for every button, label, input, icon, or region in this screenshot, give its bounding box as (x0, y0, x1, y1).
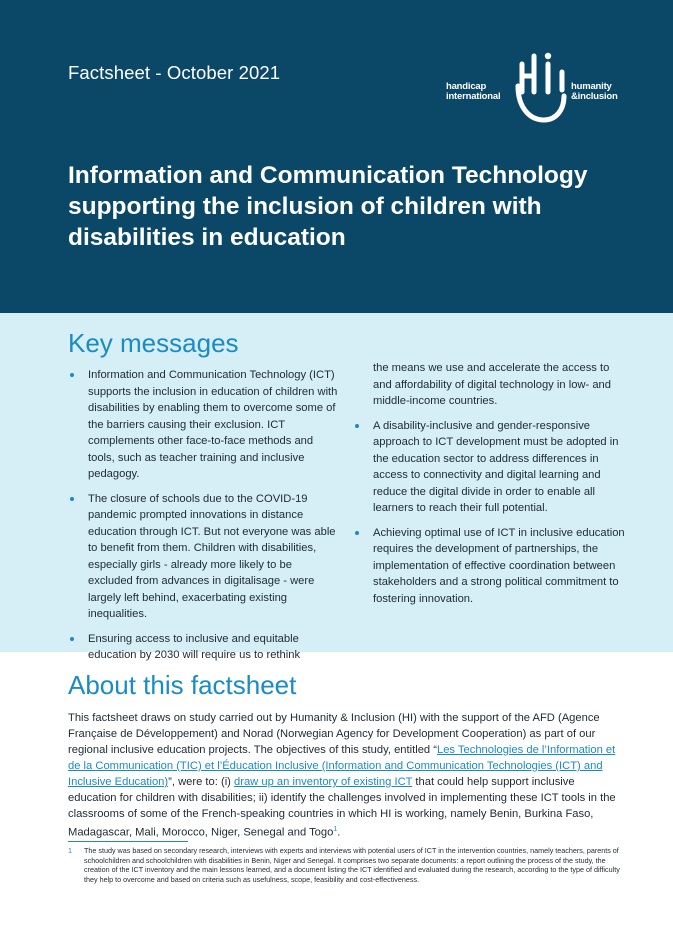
about-heading: About this factsheet (68, 670, 297, 700)
hand-hi-icon (514, 50, 570, 124)
list-item: The closure of schools due to the COVID-19 pandemic prompted innovations in distance education through ICT. But not everyone was able to benefit from them. Children with disabilities, especially girls - already more likely to be excluded from advances in digitalisage - were largely left behind, exacerbating existing inequalities. (88, 491, 338, 623)
bullet-icon (70, 637, 74, 641)
key-messages-left-column (88, 367, 338, 672)
list-item: Information and Communication Technology (ICT) supports the inclusion in education of children with disabilities by enabling them to overcome some of the barriers causing their exclusion. ICT complements other face-to-face methods and tools, such as teacher training and inclusive pedagogy. (88, 367, 338, 483)
hi-logo (446, 50, 626, 125)
bullet-icon (355, 424, 359, 428)
key-messages-section (0, 313, 673, 661)
logo-text-right: humanity &inclusion (571, 81, 618, 102)
footnote (68, 846, 623, 884)
bullet-icon (70, 373, 74, 377)
factsheet-date: Factsheet - October 2021 (68, 62, 281, 83)
ict-inventory-link[interactable]: draw up an inventory of existing ICT (234, 776, 413, 788)
footnote-number: 1 (68, 846, 72, 855)
list-item-continuation: the means we use and accelerate the access to and affordability of digital technology in low- and middle-income countries. (373, 362, 611, 407)
study-title-link[interactable]: Les Technologies de l’Information et de la Communication (TIC) et l’Éducation Inclusive (Information and Communication Technologies (ICT) and Inclusive Education) (68, 744, 616, 788)
bullet-icon (70, 497, 74, 501)
footnote-text: The study was based on secondary research, interviews with experts and interviews with potential users of ICT in the intervention countries, namely teachers, parents of schoolchildren and schoolchildren with disabilities in Benin, Niger and Senegal. It comprises two separate documents: a report outlining the process of the study, the creation of the ICT inventory and the main lessons learned, and a document listing the ICT identified and evaluated during the research, according to the type of difficulty they help to overcome and based on criteria such as usefulness, scope, feasibility and cost-effectiveness. (84, 846, 620, 884)
footnote-reference[interactable]: 1 (333, 826, 338, 833)
header-banner (0, 0, 673, 313)
list-item: Ensuring access to inclusive and equitable education by 2030 will require us to rethink (88, 631, 338, 664)
list-item: A disability-inclusive and gender-responsive approach to ICT development must be adopted in the education sector to address differences in access to connectivity and digital learning and reduce the digital divide in order to enable all learners to reach their full potential. (373, 418, 625, 517)
footnote-divider (68, 841, 188, 842)
list-item: Achieving optimal use of ICT in inclusive education requires the development of partnerships, the implementation of effective coordination between stakeholders and a strong political commitment to fostering innovation. (373, 525, 625, 608)
key-messages-heading: Key messages (68, 328, 239, 358)
logo-text-left: handicap international (446, 81, 501, 102)
bullet-icon (355, 531, 359, 535)
key-messages-right-column (373, 360, 625, 615)
page-title: Information and Communication Technology supporting the inclusion of children with disabilities in education (68, 162, 588, 251)
about-paragraph: This factsheet draws on study carried out by Humanity & Inclusion (HI) with the support of the AFD (Agence Française de Développement) and Norad (Norwegian Agency for Development Cooperation) as part of our regional inclusive education projects. The objectives of this study, entitled “Les Technologies de l’Information et de la Communication (TIC) et l’Éducation Inclusive (Information and Communication Technologies (ICT) and Inclusive Education)”, were to: (i) draw up an inventory of existing ICT that could help support inclusive education for children with disabilities; ii) identify the challenges involved in implementing these ICT tools in the classrooms of some of the French-speaking countries in which HI is working, namely Benin, Burkina Faso, Madagascar, Mali, Morocco, Niger, Senegal and Togo$^1$. (68, 712, 616, 839)
